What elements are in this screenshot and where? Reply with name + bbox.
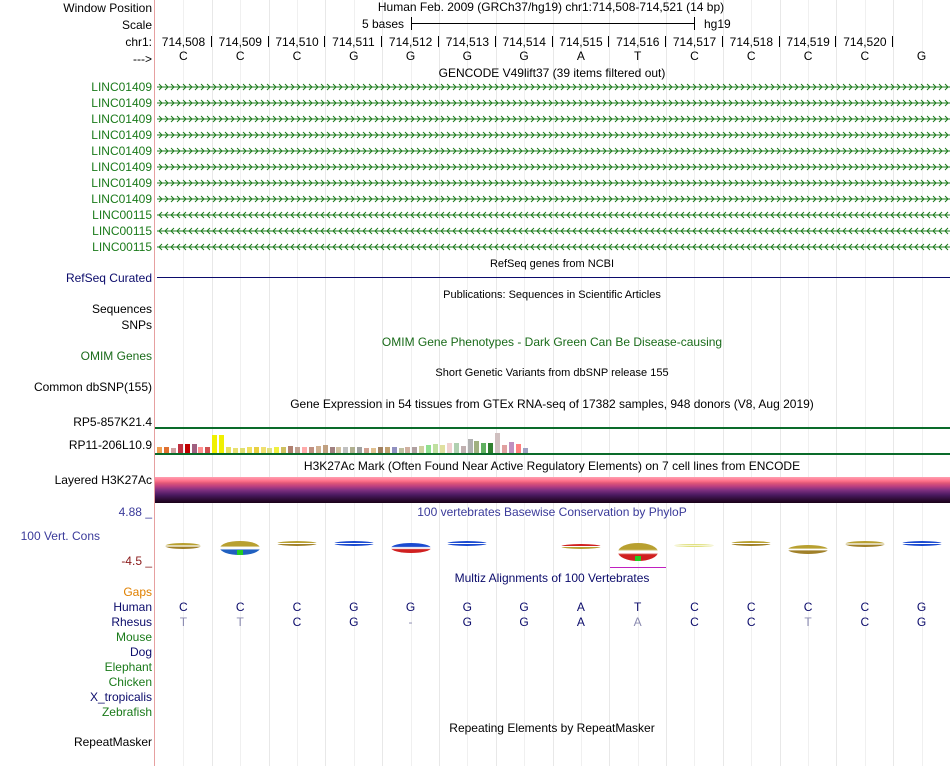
repeatmasker-label[interactable]: RepeatMasker xyxy=(73,735,152,749)
ruler-tick xyxy=(324,36,325,47)
ruler-base: C xyxy=(292,49,302,63)
window-position-label: Window Position xyxy=(63,1,152,15)
gaps-label: Gaps xyxy=(123,585,152,599)
repeatmasker-title: Repeating Elements by RepeatMasker xyxy=(449,721,655,735)
ruler-position: 714,517 xyxy=(672,35,717,49)
publications-title: Publications: Sequences in Scientific Articles xyxy=(443,289,661,301)
scale-bases: 5 bases xyxy=(362,17,405,31)
alignment-base: A xyxy=(576,600,585,614)
gtex-bar[interactable] xyxy=(516,444,521,453)
dbsnp-title: Short Genetic Variants from dbSNP release 155 xyxy=(435,367,669,379)
omim-label[interactable]: OMIM Genes xyxy=(80,349,152,363)
gtex-bar[interactable] xyxy=(509,442,514,453)
ruler-position: 714,511 xyxy=(332,35,375,49)
phylop-marker xyxy=(237,550,243,555)
alignment-base: C xyxy=(746,600,756,614)
gencode-feature[interactable] xyxy=(157,144,950,158)
gtex-bar[interactable] xyxy=(185,444,190,453)
gencode-feature[interactable] xyxy=(157,224,950,238)
species-label[interactable]: Elephant xyxy=(104,660,152,674)
gtex-bar[interactable] xyxy=(288,446,293,453)
ruler-tick xyxy=(722,36,723,47)
gencode-feature[interactable] xyxy=(157,128,950,142)
alignment-base: T xyxy=(179,615,188,629)
ruler-base: C xyxy=(690,49,699,63)
gtex-bar[interactable] xyxy=(316,446,321,453)
gtex-bar[interactable] xyxy=(474,441,479,453)
ruler-tick xyxy=(835,36,836,47)
ruler-tick xyxy=(552,36,553,47)
h3k27ac-signal[interactable] xyxy=(155,477,950,503)
ruler-tick xyxy=(268,36,269,47)
ruler-tick xyxy=(211,36,212,47)
gencode-feature[interactable] xyxy=(157,80,950,94)
alignment-base: C xyxy=(860,600,870,614)
scale-label: Scale xyxy=(121,18,152,32)
alignment-base: G xyxy=(519,600,529,614)
snps-label[interactable]: SNPs xyxy=(121,318,152,332)
gtex-bar[interactable] xyxy=(419,446,424,453)
scale-assembly: hg19 xyxy=(704,17,731,31)
species-label[interactable]: Zebrafish xyxy=(101,705,152,719)
alignment-base: C xyxy=(235,600,245,614)
species-label[interactable]: Human xyxy=(113,600,152,614)
alignment-base: G xyxy=(462,600,472,614)
phylop-logo xyxy=(731,541,771,546)
phylop-logo xyxy=(447,541,487,546)
gencode-feature[interactable] xyxy=(157,192,950,206)
phylop-underline xyxy=(610,567,666,568)
phylop-label[interactable]: 100 Vert. Cons xyxy=(20,529,100,543)
alignment-base: T xyxy=(804,615,812,629)
ruler-position: 714,512 xyxy=(388,35,433,49)
phylop-min-label: -4.5 _ xyxy=(121,554,152,568)
track-labels-panel xyxy=(0,0,154,766)
ruler-position: 714,518 xyxy=(729,35,774,49)
scale-bar xyxy=(411,17,695,31)
phylop-logo xyxy=(674,544,714,547)
ruler-tick xyxy=(665,36,666,47)
gtex-bar[interactable] xyxy=(447,443,452,453)
alignment-base: G xyxy=(405,600,416,614)
gencode-item-label[interactable]: LINC00115 xyxy=(92,208,152,222)
gencode-item-label[interactable]: LINC01409 xyxy=(91,192,152,206)
gtex-bar[interactable] xyxy=(461,446,466,453)
gtex-gene-label-2[interactable]: RP11-206L10.9 xyxy=(68,438,152,452)
gtex-gene-label-1[interactable]: RP5-857K21.4 xyxy=(73,415,152,429)
gencode-item-label[interactable]: LINC01409 xyxy=(91,144,152,158)
gtex-gene-2-line[interactable] xyxy=(155,453,950,455)
ruler-position: 714,514 xyxy=(502,35,546,49)
omim-title: OMIM Gene Phenotypes - Dark Green Can Be Disease-causing xyxy=(381,335,723,349)
ruler-tick xyxy=(438,36,439,47)
gtex-bar[interactable] xyxy=(502,445,507,453)
phylop-logo xyxy=(277,541,317,546)
gencode-feature[interactable] xyxy=(157,160,950,174)
alignment-base: C xyxy=(690,615,699,629)
ruler-base: T xyxy=(634,49,642,63)
alignment-base: C xyxy=(803,600,813,614)
alignment-base: G xyxy=(462,615,472,629)
alignment-base: A xyxy=(633,615,642,629)
ruler-tick xyxy=(608,36,609,47)
alignment-base: C xyxy=(690,600,699,614)
ruler-position: 714,509 xyxy=(218,35,262,49)
alignment-base: T xyxy=(634,600,642,614)
gtex-bar[interactable] xyxy=(433,444,438,453)
refseq-line[interactable] xyxy=(157,277,950,278)
gtex-title: Gene Expression in 54 tissues from GTEx RNA-seq of 17382 samples, 948 donors (V8, Aug 2019) xyxy=(290,397,814,411)
alignment-base: T xyxy=(236,615,244,629)
gtex-bar[interactable] xyxy=(468,439,473,453)
ruler-base: G xyxy=(519,49,529,63)
ruler-position: 714,515 xyxy=(559,35,603,49)
gtex-bar[interactable] xyxy=(426,445,431,453)
phylop-logo xyxy=(165,543,201,549)
dbsnp-label[interactable]: Common dbSNP(155) xyxy=(33,380,152,394)
gencode-feature[interactable] xyxy=(157,208,950,222)
ruler-base: C xyxy=(746,49,756,63)
gencode-feature[interactable] xyxy=(157,176,950,190)
gencode-title: GENCODE V49lift37 (39 items filtered out) xyxy=(438,66,666,80)
ruler-tick xyxy=(892,36,893,47)
h3k27ac-title: H3K27Ac Mark (Often Found Near Active Regulatory Elements) on 7 cell lines from ENCODE xyxy=(303,459,801,473)
phylop-marker xyxy=(635,556,641,561)
alignment-base: G xyxy=(916,615,927,629)
gencode-item-label[interactable]: LINC01409 xyxy=(91,176,152,190)
gtex-bar[interactable] xyxy=(219,435,224,453)
alignment-base: C xyxy=(860,615,870,629)
gencode-item-label[interactable]: LINC00115 xyxy=(92,240,152,254)
ruler-position: 714,519 xyxy=(786,35,830,49)
alignment-base: G xyxy=(916,600,927,614)
gtex-bar[interactable] xyxy=(454,443,459,453)
ruler-tick xyxy=(779,36,780,47)
ruler-base: C xyxy=(235,49,245,63)
ruler-position: 714,513 xyxy=(445,35,490,49)
alignment-base: G xyxy=(519,615,529,629)
chrom-label: chr1: xyxy=(125,35,152,49)
gtex-bar[interactable] xyxy=(488,443,493,453)
gtex-bars[interactable] xyxy=(155,430,950,453)
alignment-base: A xyxy=(576,615,585,629)
multiz-title: Multiz Alignments of 100 Vertebrates xyxy=(454,571,650,585)
alignment-base: C xyxy=(746,615,756,629)
ruler-position: 714,510 xyxy=(275,35,319,49)
ruler-base: G xyxy=(405,49,416,63)
phylop-logo xyxy=(902,541,942,546)
refseq-label[interactable]: RefSeq Curated xyxy=(65,271,152,285)
gencode-item-label[interactable]: LINC01409 xyxy=(91,160,152,174)
alignment-base: G xyxy=(349,600,359,614)
ruler-position: 714,520 xyxy=(843,35,887,49)
gtex-gene-1-line[interactable] xyxy=(155,427,950,429)
track-display[interactable] xyxy=(155,0,950,766)
sequences-label[interactable]: Sequences xyxy=(91,302,152,316)
gencode-feature[interactable] xyxy=(157,112,950,126)
gtex-bar[interactable] xyxy=(323,445,328,453)
gtex-bar[interactable] xyxy=(440,445,445,453)
alignment-base: - xyxy=(408,615,413,629)
gencode-item-label[interactable]: LINC01409 xyxy=(91,80,152,94)
ruler-base: A xyxy=(576,49,585,63)
species-label[interactable]: X_tropicalis xyxy=(89,690,152,704)
phylop-logo xyxy=(561,544,601,549)
gtex-bar[interactable] xyxy=(212,435,217,453)
alignment-base: C xyxy=(179,600,188,614)
alignment-base: G xyxy=(349,615,359,629)
alignment-base: C xyxy=(292,600,302,614)
phylop-logo xyxy=(788,545,828,554)
ruler-base: G xyxy=(462,49,472,63)
refseq-title: RefSeq genes from NCBI xyxy=(489,258,615,270)
species-label[interactable]: Mouse xyxy=(115,630,152,644)
ruler-base: G xyxy=(349,49,359,63)
ruler-tick xyxy=(495,36,496,47)
ruler-base: C xyxy=(803,49,813,63)
gencode-feature[interactable] xyxy=(157,240,950,254)
species-label[interactable]: Dog xyxy=(129,645,152,659)
gtex-bar[interactable] xyxy=(192,444,197,453)
gencode-item-label[interactable]: LINC01409 xyxy=(91,112,152,126)
ruler-tick xyxy=(381,36,382,47)
alignment-base: C xyxy=(292,615,302,629)
ruler-base: C xyxy=(179,49,188,63)
strand-label: ---> xyxy=(133,52,152,66)
gencode-item-label[interactable]: LINC00115 xyxy=(92,224,152,238)
phylop-logo xyxy=(391,543,431,553)
gencode-item-label[interactable]: LINC01409 xyxy=(91,128,152,142)
ruler-position: 714,508 xyxy=(161,35,206,49)
gtex-bar[interactable] xyxy=(495,433,500,453)
species-label[interactable]: Rhesus xyxy=(111,615,152,629)
ruler-base: G xyxy=(916,49,927,63)
ruler-base: C xyxy=(860,49,870,63)
phylop-logo xyxy=(845,541,885,547)
phylop-logo xyxy=(334,541,374,546)
gencode-item-label[interactable]: LINC01409 xyxy=(91,96,152,110)
gtex-bar[interactable] xyxy=(178,444,183,453)
gencode-feature[interactable] xyxy=(157,96,950,110)
phylop-max-label: 4.88 _ xyxy=(118,505,152,519)
h3k27ac-label[interactable]: Layered H3K27Ac xyxy=(54,473,152,487)
assembly-position: Human Feb. 2009 (GRCh37/hg19) chr1:714,508-714,521 (14 bp) xyxy=(377,0,725,14)
phylop-title: 100 vertebrates Basewise Conservation by PhyloP xyxy=(417,505,687,519)
gtex-bar[interactable] xyxy=(481,443,486,453)
ruler-position: 714,516 xyxy=(616,35,660,49)
species-label[interactable]: Chicken xyxy=(108,675,152,689)
